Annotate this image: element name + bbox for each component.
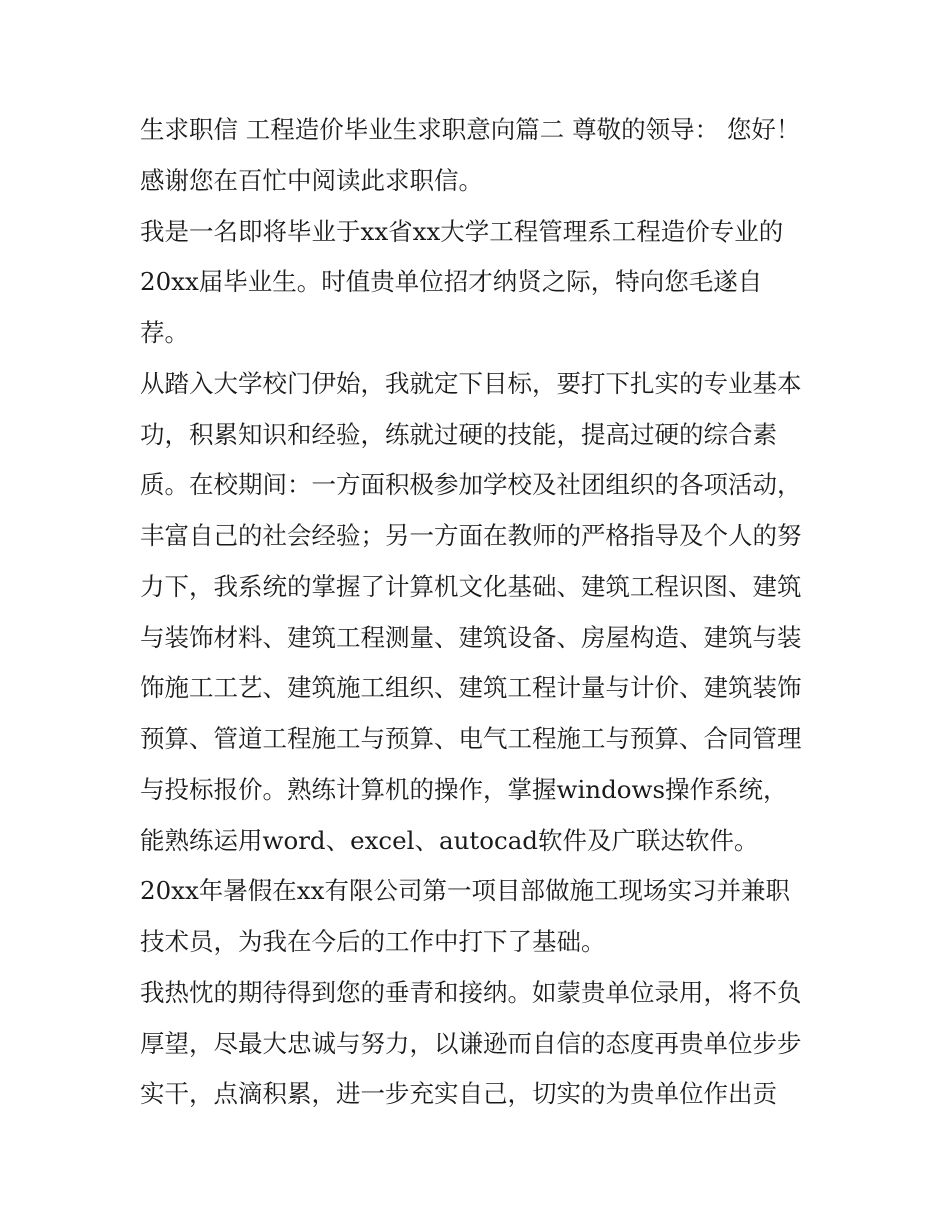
text-line: 从踏入大学校门伊始，我就定下目标，要打下扎实的专业基本	[140, 368, 802, 398]
text-line: 20xx年暑假在xx有限公司第一项目部做施工现场实习并兼职	[140, 876, 790, 906]
text-line: 我热忱的期待得到您的垂青和接纳。如蒙贵单位录用，将不负	[140, 977, 802, 1007]
text-line: 饰施工工艺、建筑施工组织、建筑工程计量与计价、建筑装饰	[140, 673, 802, 703]
text-line: 20xx届毕业生。时值贵单位招才纳贤之际，特向您毛遂自	[140, 267, 763, 297]
text-line: 生求职信 工程造价毕业生求职意向篇二 尊敬的领导： 您好！	[140, 115, 801, 144]
text-line: 预算、管道工程施工与预算、电气工程施工与预算、合同管理	[140, 724, 802, 753]
text-line: 荐。	[140, 318, 189, 347]
text-line: 丰富自己的社会经验；另一方面在教师的严格指导及个人的努	[140, 521, 802, 550]
text-line: 与装饰材料、建筑工程测量、建筑设备、房屋构造、建筑与装	[140, 622, 802, 652]
text-line: 与投标报价。熟练计算机的操作，掌握windows操作系统，	[140, 774, 788, 804]
text-line: 质。在校期间：一方面积极参加学校及社团组织的各项活动，	[140, 470, 802, 500]
text-line: 功，积累知识和经验，练就过硬的技能，提高过硬的综合素	[140, 419, 777, 449]
text-line: 能熟练运用word、excel、autocad软件及广联达软件。	[140, 825, 759, 855]
text-line: 我是一名即将毕业于xx省xx大学工程管理系工程造价专业的	[140, 216, 784, 246]
text-line: 感谢您在百忙中阅读此求职信。	[140, 165, 483, 195]
document-body	[140, 105, 840, 1120]
text-line: 实干，点滴积累，进一步充实自己，切实的为贵单位作出贡	[140, 1079, 777, 1109]
text-line: 力下，我系统的掌握了计算机文化基础、建筑工程识图、建筑	[140, 571, 802, 601]
text-line: 厚望，尽最大忠诚与努力，以谦逊而自信的态度再贵单位步步	[140, 1028, 802, 1058]
text-line: 技术员，为我在今后的工作中打下了基础。	[140, 927, 606, 956]
